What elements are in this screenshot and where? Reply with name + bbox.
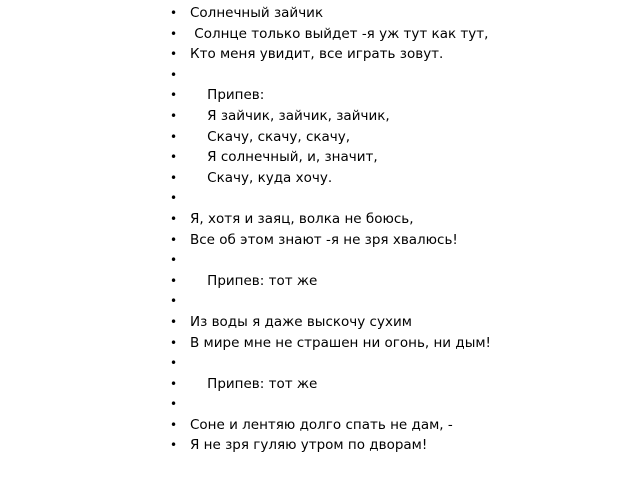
- lyric-text: Я, хотя и заяц, волка не боюсь,: [190, 210, 414, 227]
- bullet-icon: •: [170, 253, 178, 268]
- empty-list-item: [170, 291, 630, 312]
- bullet-icon: •: [170, 129, 178, 144]
- lyric-text: Я не зря гуляю утром по дворам!: [190, 437, 428, 454]
- lyric-line: [170, 271, 630, 292]
- bullet-icon: •: [170, 26, 178, 41]
- empty-list-item: [170, 250, 630, 271]
- lyric-text: Скачу, скачу, скачу,: [190, 128, 351, 145]
- bullet-icon: •: [170, 314, 178, 329]
- empty-list-item: [170, 353, 630, 374]
- lyric-line: [170, 127, 630, 148]
- lyric-text: Все об этом знают -я не зря хвалюсь!: [190, 231, 458, 248]
- lyric-text: Скачу, куда хочу.: [190, 169, 333, 186]
- empty-list-item: [170, 65, 630, 86]
- bullet-icon: •: [170, 294, 178, 309]
- lyric-line: [170, 106, 630, 127]
- lyric-line: [170, 230, 630, 251]
- lyric-line: [170, 374, 630, 395]
- lyric-line: [170, 435, 630, 456]
- lyric-line: [170, 333, 630, 354]
- bullet-icon: •: [170, 335, 178, 350]
- lyric-line: [170, 24, 630, 45]
- bullet-icon: •: [170, 191, 178, 206]
- lyric-text: Солнечный зайчик: [190, 5, 324, 21]
- lyric-line: [170, 44, 630, 65]
- bullet-icon: •: [170, 170, 178, 185]
- lyric-text: В мире мне не страшен ни огонь, ни дым!: [190, 334, 491, 351]
- bullet-icon: •: [170, 88, 178, 103]
- empty-list-item: [170, 188, 630, 209]
- bullet-icon: •: [170, 417, 178, 432]
- lyric-line: [170, 415, 630, 436]
- bullet-icon: •: [170, 438, 178, 453]
- bullet-icon: •: [170, 47, 178, 62]
- lyric-line: [170, 3, 630, 24]
- bullet-icon: •: [170, 67, 178, 82]
- bullet-icon: •: [170, 211, 178, 226]
- lyric-text: Припев: тот же: [190, 375, 318, 392]
- lyric-text: Припев:: [190, 87, 265, 104]
- lyric-text: Припев: тот же: [190, 272, 318, 289]
- bullet-icon: •: [170, 376, 178, 391]
- lyric-text: Кто меня увидит, все играть зовут.: [190, 46, 444, 63]
- lyric-line: [170, 209, 630, 230]
- bullet-icon: •: [170, 232, 178, 247]
- bullet-icon: •: [170, 150, 178, 165]
- lyric-line: [170, 147, 630, 168]
- bullet-icon: •: [170, 356, 178, 371]
- lyric-text: Я солнечный, и, значит,: [190, 149, 378, 166]
- bullet-icon: •: [170, 397, 178, 412]
- empty-list-item: [170, 394, 630, 415]
- lyric-text: Я зайчик, зайчик, зайчик,: [190, 107, 390, 124]
- bullet-icon: •: [170, 273, 178, 288]
- lyric-line: [170, 168, 630, 189]
- lyrics-list: [170, 3, 630, 456]
- lyric-text: Соне и лентяю долго спать не дам, -: [190, 416, 453, 433]
- lyric-text: Солнце только выйдет -я уж тут как тут,: [190, 25, 489, 42]
- lyric-line: [170, 85, 630, 106]
- lyric-line: [170, 312, 630, 333]
- lyric-text: Из воды я даже выскочу сухим: [190, 313, 412, 330]
- bullet-icon: •: [170, 108, 178, 123]
- bullet-icon: •: [170, 6, 178, 20]
